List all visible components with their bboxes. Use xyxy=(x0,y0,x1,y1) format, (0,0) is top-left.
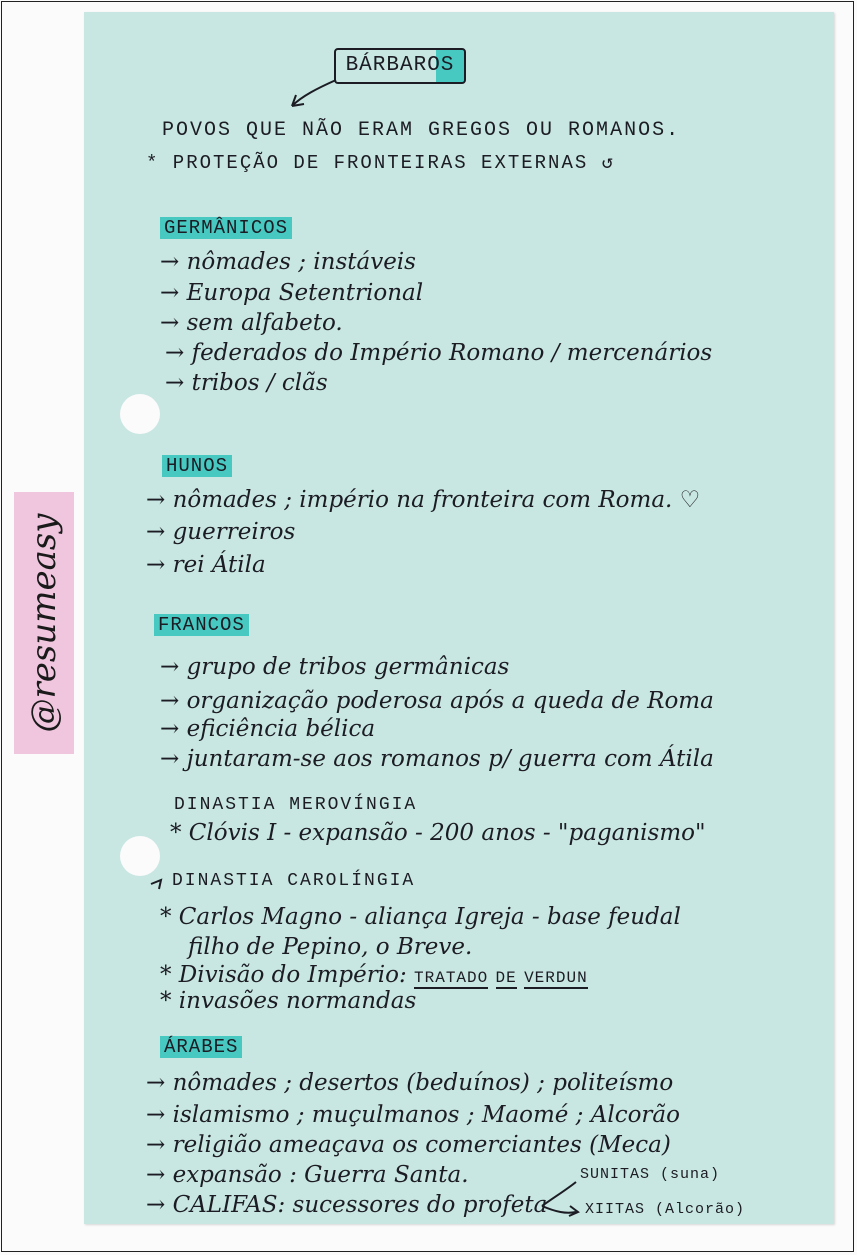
list-item: → nômades ; desertos (beduínos) ; politeísmo xyxy=(146,1070,674,1096)
section-heading-francos: FRANCOS xyxy=(154,610,249,640)
section-heading-germanicos: GERMÂNICOS xyxy=(160,213,292,243)
list-item: → grupo de tribos germânicas xyxy=(160,654,510,680)
list-item: → organização poderosa após a queda de Roma xyxy=(160,688,714,714)
list-item: → guerreiros xyxy=(146,519,296,545)
list-item: → eficiência bélica xyxy=(160,716,376,742)
list-item: * Clóvis I - expansão - 200 anos - "paganismo" xyxy=(170,820,706,846)
title-arrow-icon xyxy=(292,80,336,106)
treaty-word-3: VERDUN xyxy=(524,969,588,987)
list-item: → CALIFAS: sucessores do profeta xyxy=(146,1192,548,1218)
intro-line-2: * PROTEÇÃO DE FRONTEIRAS EXTERNAS ↺ xyxy=(146,152,616,174)
list-item: → rei Átila xyxy=(146,552,266,578)
list-item: → Europa Setentrional xyxy=(160,280,424,306)
list-item: → sem alfabeto. xyxy=(160,310,343,336)
list-item: → religião ameaçava os comerciantes (Meca) xyxy=(146,1132,671,1158)
list-item: * Carlos Magno - aliança Igreja - base feudal xyxy=(160,904,681,930)
section-heading-arabes: ÁRABES xyxy=(160,1032,242,1062)
intro-line-1: POVOS QUE NÃO ERAM GREGOS OU ROMANOS. xyxy=(162,119,681,142)
branch-xiitas: XIITAS (Alcorão) xyxy=(585,1201,746,1218)
list-item: * Divisão do Império: TRATADO DE VERDUN xyxy=(160,962,588,988)
page-title: BÁRBAROS xyxy=(334,48,466,84)
treaty-word-2: DE xyxy=(495,969,517,987)
list-item: → expansão : Guerra Santa. xyxy=(146,1162,469,1188)
list-item: → nômades ; império na fronteira com Roma. ♡ xyxy=(146,487,701,513)
list-item: → juntaram-se aos romanos p/ guerra com Átila xyxy=(160,746,714,772)
list-item: → islamismo ; muçulmanos ; Maomé ; Alcorão xyxy=(146,1102,680,1128)
list-item: → tribos / clãs xyxy=(165,370,328,396)
subheading-carolingia: DINASTIA CAROLÍNGIA xyxy=(172,871,416,891)
branch-sunitas: SUNITAS (suna) xyxy=(580,1166,721,1183)
subheading-merovingia: DINASTIA MEROVÍNGIA xyxy=(174,795,418,815)
list-item: → nômades ; instáveis xyxy=(160,249,416,275)
brand-tab-label: @resumeasy xyxy=(24,513,64,733)
list-item: → federados do Império Romano / mercenários xyxy=(165,340,713,366)
list-item-continuation: filho de Pepino, o Breve. xyxy=(188,934,473,960)
section-heading-hunos: HUNOS xyxy=(162,451,232,481)
list-item: * invasões normandas xyxy=(160,988,417,1014)
treaty-word-1: TRATADO xyxy=(414,969,489,987)
